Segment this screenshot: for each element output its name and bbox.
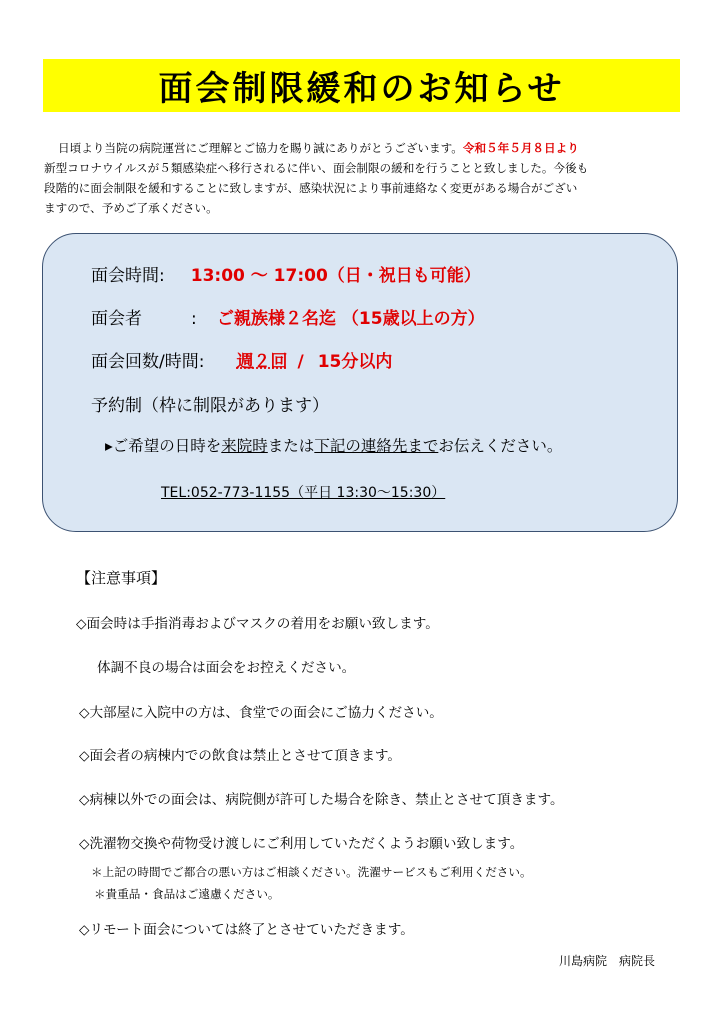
visitor-value: ご親族様２名迄 （15歳以上の方） bbox=[217, 309, 485, 329]
title-banner bbox=[43, 59, 680, 112]
intro-line-2: 新型コロナウイルスが５類感染症へ移行されるに伴い、面会制限の緩和を行うことと致しました。今後も bbox=[44, 161, 589, 175]
note-item-5-sub-2: ＊貴重品・食品はご遠慮ください。 bbox=[94, 887, 280, 901]
visiting-hours-row bbox=[91, 261, 481, 286]
note-item-5-sub-1: ＊上記の時間でご都合の悪い方はご相談ください。洗濯サービスもご利用ください。 bbox=[91, 865, 532, 879]
intro-line-3: 段階的に面会制限を緩和することに致しますが、感染状況により事前連絡なく変更がある場合がござい bbox=[44, 181, 578, 195]
instruction-row bbox=[105, 434, 562, 456]
note-item-2: ◇大部屋に入院中の方は、食堂での面会にご協力ください。 bbox=[79, 705, 443, 721]
note-item-4: ◇病棟以外での面会は、病院側が許可した場合を除き、禁止とさせて頂きます。 bbox=[79, 792, 564, 808]
note-item-6: ◇リモート面会については終了とさせていただきます。 bbox=[79, 922, 414, 938]
frequency-value: 週２回 bbox=[236, 352, 288, 372]
visiting-hours-label: 面会時間: bbox=[91, 266, 165, 286]
frequency-duration: 15分以内 bbox=[317, 352, 393, 372]
page-title: 面会制限緩和のお知らせ bbox=[158, 69, 565, 109]
note-item-5: ◇洗濯物交換や荷物受け渡しにご利用していただくようお願い致します。 bbox=[79, 836, 524, 852]
visitor-label: 面会者 bbox=[91, 309, 142, 329]
instruction-text-1: ▸ご希望の日時を bbox=[105, 437, 222, 455]
note-item-1-sub: 体調不良の場合は面会をお控えください。 bbox=[97, 660, 356, 676]
visitor-colon: : bbox=[191, 309, 197, 329]
visiting-info-box bbox=[42, 233, 678, 532]
intro-line-1: 日頃より当院の病院運営にご理解とご協力を賜り誠にありがとうございます。 bbox=[58, 141, 463, 155]
note-item-1: ◇面会時は手指消毒およびマスクの着用をお願い致します。 bbox=[76, 616, 439, 632]
frequency-slash: / bbox=[297, 352, 304, 372]
frequency-label: 面会回数/時間: bbox=[91, 352, 205, 372]
intro-paragraph bbox=[44, 138, 684, 218]
instruction-text-5: お伝えください。 bbox=[438, 437, 563, 455]
reservation-row: 予約制（枠に制限があります） bbox=[91, 396, 329, 416]
visitor-row bbox=[91, 304, 485, 329]
note-item-3: ◇面会者の病棟内での飲食は禁止とさせて頂きます。 bbox=[79, 748, 402, 764]
intro-date-highlight: 令和５年５月８日より bbox=[462, 141, 579, 155]
instruction-text-3: または bbox=[267, 437, 315, 455]
notes-title: 【注意事項】 bbox=[76, 569, 167, 587]
frequency-row bbox=[91, 347, 392, 372]
intro-line-4: ますので、予めご了承ください。 bbox=[44, 201, 218, 215]
instruction-visit-time: 来院時 bbox=[221, 437, 268, 455]
signature: 川島病院 病院長 bbox=[559, 954, 656, 968]
phone-contact: TEL:052-773-1155（平日 13:30～15:30） bbox=[161, 485, 446, 501]
instruction-contact: 下記の連絡先まで bbox=[314, 437, 439, 455]
visiting-hours-value: 13:00 ～ 17:00（日・祝日も可能） bbox=[190, 266, 481, 286]
